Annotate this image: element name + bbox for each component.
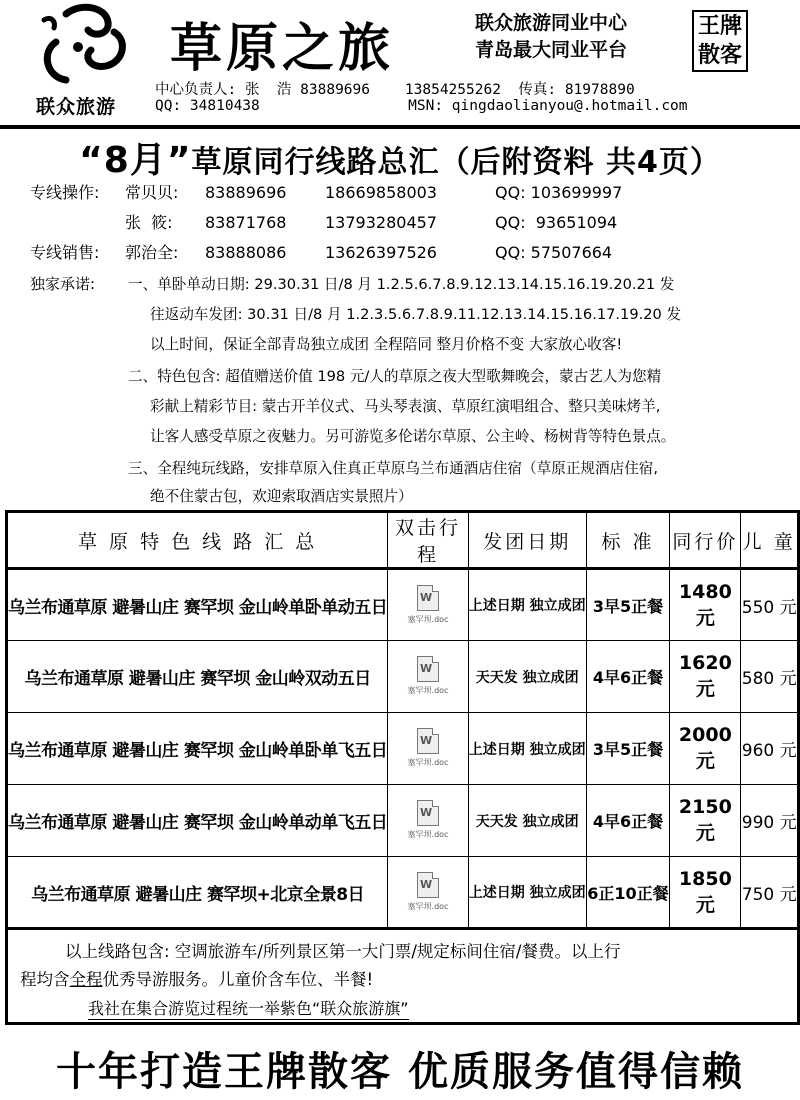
- staff-tel: 83871768: [205, 213, 287, 232]
- staff-name: 常贝贝:: [125, 183, 179, 202]
- depart-date: 天天发 独立成团: [468, 785, 586, 857]
- col-header-price: 同行价: [670, 512, 741, 569]
- staff-row: [30, 210, 617, 233]
- child-price: 750 元: [741, 857, 799, 929]
- promise-line: 彩献上精彩节目: 蒙古开羊仪式、马头琴表演、草原红演唱组合、整只美味烤羊,: [150, 398, 661, 415]
- word-doc-icon: W: [417, 728, 439, 754]
- routes-table: [5, 510, 800, 930]
- meal-standard: 3早5正餐: [586, 713, 670, 785]
- company-logo: [18, 2, 143, 117]
- route-name: 乌兰布通草原 避暑山庄 赛罕坝 金山岭单动单飞五日: [7, 785, 388, 857]
- staff-name: 郭治全:: [125, 243, 179, 262]
- doc-filename: 塞罕坝.doc: [407, 758, 449, 767]
- col-header-route: 草 原 特 色 线 路 汇 总: [7, 512, 388, 569]
- page-title: [0, 132, 800, 183]
- brand-title: 草原之旅: [170, 18, 395, 79]
- peer-price: 1620元: [670, 641, 741, 713]
- staff-label: 专线销售:: [30, 243, 100, 262]
- depart-date: 上述日期 独立成团: [468, 857, 586, 929]
- table-header-row: [7, 512, 799, 569]
- staff-label: 专线操作:: [30, 183, 100, 202]
- route-name: 乌兰布通草原 避暑山庄 赛罕坝+北京全景8日: [7, 857, 388, 929]
- footnote-line-3: 我社在集合游览过程统一举紫色“联众旅游旗”: [88, 996, 409, 1020]
- staff-mobile: 13626397526: [325, 243, 437, 262]
- doc-filename: 塞罕坝.doc: [407, 686, 449, 695]
- col-header-date: 发团日期: [468, 512, 586, 569]
- logo-text: 联众旅游: [36, 96, 117, 118]
- doc-attachment[interactable]: [398, 585, 458, 625]
- title-text: 草原同行线路总汇（后附资料 共4页）: [191, 145, 721, 180]
- promise-line: 三、全程纯玩线路，安排草原入住真正草原乌兰布通酒店住宿（草原正规酒店住宿,: [128, 460, 659, 477]
- staff-qq: QQ: 93651094: [495, 213, 618, 232]
- depart-date: 上述日期 独立成团: [468, 569, 586, 641]
- promise-line: 以上时间，保证全部青岛独立成团 全程陪同 整月价格不变 大家放心收客!: [150, 336, 623, 353]
- child-price: 550 元: [741, 569, 799, 641]
- table-row: [7, 569, 799, 641]
- badge-line-2: 散客: [697, 43, 742, 68]
- doc-filename: 塞罕坝.doc: [407, 614, 449, 624]
- meal-standard: 4早6正餐: [586, 641, 670, 713]
- itinerary-cell: [388, 857, 469, 929]
- staff-name: 张 筱:: [125, 213, 173, 232]
- promise-line: 二、特色包含: 超值赠送价值 198 元/人的草原之夜大型歌舞晚会，蒙古艺人为您精: [128, 368, 662, 385]
- staff-tel: 83888086: [205, 243, 287, 262]
- col-header-child: 儿 童: [741, 512, 799, 569]
- child-price: 580 元: [741, 641, 799, 713]
- peer-price: 1480元: [670, 569, 741, 641]
- meal-standard: 3早5正餐: [586, 569, 670, 641]
- itinerary-cell: [388, 569, 469, 641]
- route-name: 乌兰布通草原 避暑山庄 赛罕坝 金山岭单卧单飞五日: [7, 713, 388, 785]
- badge-line-1: 王牌: [697, 14, 742, 39]
- col-header-standard: 标 准: [586, 512, 670, 569]
- footnote-line-2-b: 优秀导游服务。儿童价含车位、半餐!: [102, 970, 374, 989]
- table-row: [7, 641, 799, 713]
- depart-date: 上述日期 独立成团: [468, 713, 586, 785]
- word-doc-icon: W: [417, 872, 439, 898]
- bottom-slogan: 十年打造王牌散客 优质服务值得信赖: [56, 1049, 744, 1095]
- promise-line: 一、单卧单动日期: 29.30.31 日/8 月 1.2.5.6.7.8.9.12.13.14.15.16.19.20.21 发: [128, 276, 675, 293]
- doc-filename: 塞罕坝.doc: [407, 830, 449, 839]
- footnote-line-2-a: 程均含: [20, 970, 70, 989]
- doc-attachment[interactable]: [398, 872, 458, 912]
- table-row: [7, 785, 799, 857]
- word-doc-icon: W: [417, 800, 439, 826]
- table-row: [7, 857, 799, 929]
- doc-attachment[interactable]: [398, 656, 458, 696]
- contact-line-2: QQ: 34810438 MSN: qingdaolianyou@.hotmail.com: [155, 98, 688, 114]
- itinerary-cell: [388, 641, 469, 713]
- peer-price: 2150元: [670, 785, 741, 857]
- footnote-line-2-underlined: 全程: [69, 970, 103, 989]
- doc-filename: 塞罕坝.doc: [407, 901, 449, 911]
- footnote-line-2: [20, 966, 373, 990]
- header: [0, 0, 800, 125]
- word-doc-icon: W: [417, 656, 439, 682]
- doc-attachment[interactable]: [398, 800, 458, 840]
- child-price: 960 元: [741, 713, 799, 785]
- staff-qq: QQ: 103699997: [495, 183, 623, 202]
- table-row: [7, 713, 799, 785]
- slogan: [475, 10, 627, 64]
- header-divider: [0, 125, 800, 129]
- promise-line: 往返动车发团: 30.31 日/8 月 1.2.3.5.6.7.8.9.11.12.13.14.15.16.17.19.20 发: [150, 306, 682, 323]
- peer-price: 2000元: [670, 713, 741, 785]
- route-name: 乌兰布通草原 避暑山庄 赛罕坝 金山岭单卧单动五日: [7, 569, 388, 641]
- depart-date: 天天发 独立成团: [468, 641, 586, 713]
- peer-price: 1850元: [670, 857, 741, 929]
- word-doc-icon: W: [417, 585, 439, 611]
- promise-label: 独家承诺:: [30, 275, 96, 293]
- promise-line: 让客人感受草原之夜魅力。另可游览多伦诺尔草原、公主岭、杨树背等特色景点。: [150, 428, 676, 445]
- staff-qq: QQ: 57507664: [495, 243, 613, 262]
- footnote-line-1: 以上线路包含: 空调旅游车/所列景区第一大门票/规定标间住宿/餐费。以上行: [65, 942, 621, 961]
- meal-standard: 6正10正餐: [586, 857, 670, 929]
- meal-standard: 4早6正餐: [586, 785, 670, 857]
- staff-mobile: 18669858003: [325, 183, 437, 202]
- staff-mobile: 13793280457: [325, 213, 437, 232]
- slogan-line-1: 联众旅游同业中心: [475, 12, 628, 34]
- title-month: “8月”: [79, 140, 192, 181]
- slogan-line-2: 青岛最大同业平台: [475, 39, 628, 61]
- itinerary-cell: [388, 713, 469, 785]
- doc-attachment[interactable]: [398, 728, 458, 768]
- itinerary-cell: [388, 785, 469, 857]
- footnote-box: [5, 930, 800, 1025]
- badge: [692, 10, 748, 72]
- child-price: 990 元: [741, 785, 799, 857]
- staff-row: [30, 180, 622, 203]
- logo-swirl-icon: [36, 2, 131, 87]
- staff-row: [30, 240, 612, 263]
- contact-line-1: 中心负责人: 张 浩 83889696 13854255262 传真: 81978890: [155, 82, 635, 98]
- route-name: 乌兰布通草原 避暑山庄 赛罕坝 金山岭双动五日: [7, 641, 388, 713]
- col-header-itinerary: 双击行程: [388, 512, 469, 569]
- promise-line: 绝不住蒙古包，欢迎索取酒店实景照片）: [150, 488, 413, 505]
- staff-tel: 83889696: [205, 183, 287, 202]
